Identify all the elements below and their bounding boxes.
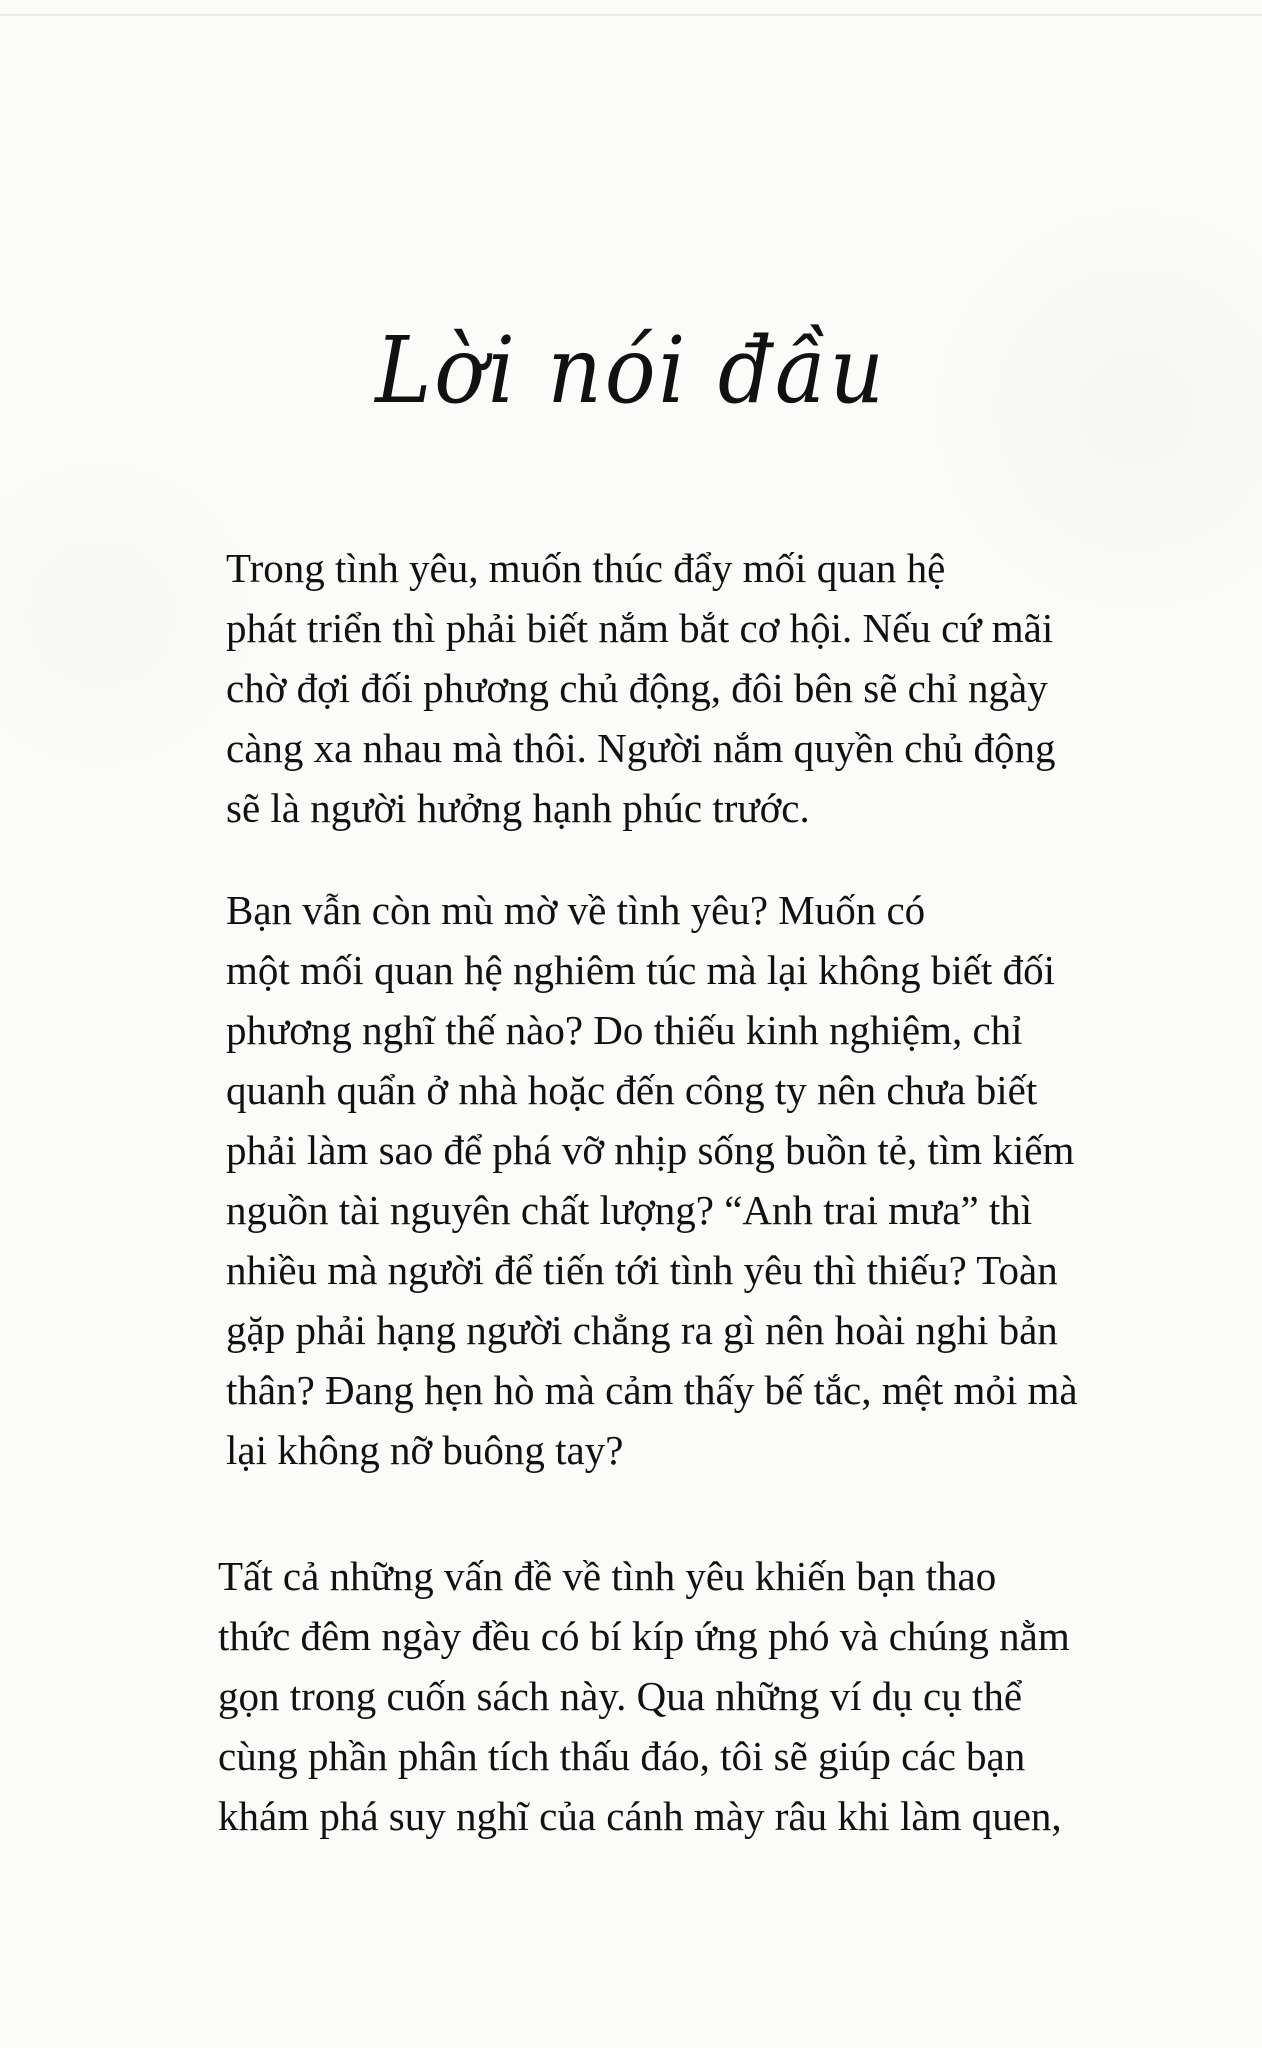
- paragraph-1: [218, 538, 1104, 838]
- paragraph-2-line-8: gặp phải hạng người chẳng ra gì nên hoài nghi bản: [226, 1307, 1058, 1353]
- paragraph-2-line-3: phương nghĩ thế nào? Do thiếu kinh nghiệm, chỉ: [226, 1007, 1023, 1053]
- paragraph-2-line-10: lại không nỡ buông tay?: [226, 1427, 624, 1473]
- paragraph-2-line-1: Bạn vẫn còn mù mờ về tình yêu? Muốn có: [226, 887, 926, 933]
- paragraph-2-line-9: thân? Đang hẹn hò mà cảm thấy bế tắc, mệt mỏi mà: [226, 1367, 1078, 1413]
- paragraph-1-line-2: phát triển thì phải biết nắm bắt cơ hội. Nếu cứ mãi: [226, 605, 1054, 651]
- paragraph-1-line-4: càng xa nhau mà thôi. Người nắm quyền chủ động: [226, 725, 1056, 771]
- paragraph-3-line-4: cùng phần phân tích thấu đáo, tôi sẽ giúp các bạn: [218, 1733, 1026, 1779]
- paragraph-3-line-1: Tất cả những vấn đề về tình yêu khiến bạn thao: [218, 1553, 997, 1599]
- paragraph-1-line-5: sẽ là người hưởng hạnh phúc trước.: [226, 785, 810, 831]
- paragraph-1-line-3: chờ đợi đối phương chủ động, đôi bên sẽ chỉ ngày: [226, 665, 1048, 711]
- paragraph-3-line-5: khám phá suy nghĩ của cánh mày râu khi làm quen,: [218, 1793, 1062, 1839]
- paragraph-2-line-7: nhiều mà người để tiến tới tình yêu thì thiếu? Toàn: [226, 1247, 1058, 1293]
- paragraph-2-line-4: quanh quẩn ở nhà hoặc đến công ty nên chưa biết: [226, 1067, 1038, 1113]
- top-page-edge: [0, 14, 1262, 16]
- paragraph-2-line-2: một mối quan hệ nghiêm túc mà lại không biết đối: [226, 947, 1055, 993]
- paragraph-2-line-5: phải làm sao để phá vỡ nhịp sống buồn tẻ, tìm kiếm: [226, 1127, 1075, 1173]
- paragraph-2: [218, 880, 1104, 1480]
- page-title: Lời nói đầu: [375, 317, 887, 424]
- paragraph-1-line-1: Trong tình yêu, muốn thúc đẩy mối quan hệ: [226, 545, 946, 591]
- paragraph-3: [218, 1546, 1104, 1846]
- paragraph-2-line-6: nguồn tài nguyên chất lượng? “Anh trai mưa” thì: [226, 1187, 1033, 1233]
- paragraph-3-line-2: thức đêm ngày đều có bí kíp ứng phó và chúng nằm: [218, 1613, 1070, 1659]
- paragraph-3-line-3: gọn trong cuốn sách này. Qua những ví dụ cụ thể: [218, 1673, 1023, 1719]
